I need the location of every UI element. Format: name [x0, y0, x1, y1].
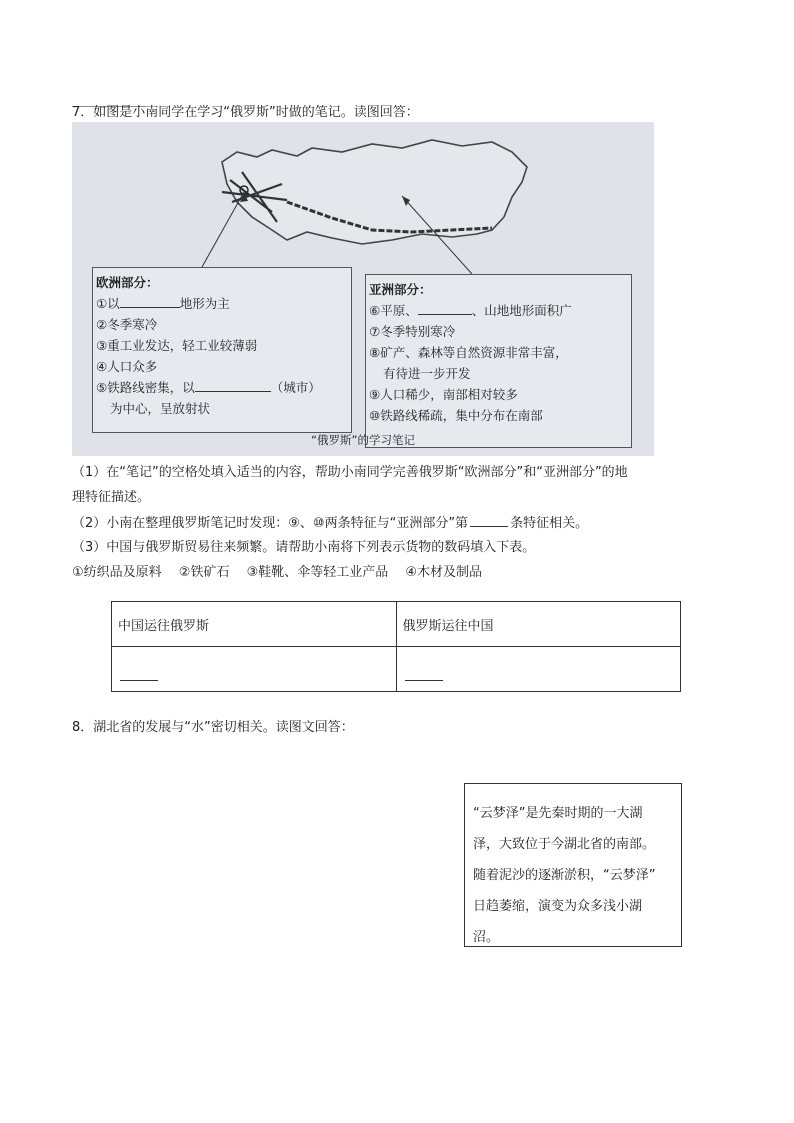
q7-goods-list: ①纺织品及原料 ②铁矿石 ③鞋靴、伞等轻工业产品 ④木材及制品	[72, 565, 483, 580]
table-header-russia-to-china: 俄罗斯运往中国	[396, 602, 681, 647]
europe-item-5b: （城市）	[270, 380, 321, 395]
textbox-line-3: 随着泥沙的逐渐淤积，“云梦泽”	[473, 868, 656, 883]
textbox-line-5: 沼。	[473, 930, 500, 945]
answer-cell-china-to-russia[interactable]	[112, 647, 397, 692]
q7-sub1-line1: （1）在“笔记”的空格处填入适当的内容，帮助小南同学完善俄罗斯“欧洲部分”和“亚洲部分”的地	[72, 465, 628, 480]
europe-item-5a: ⑤铁路线密集，以	[96, 380, 195, 395]
asia-title: 亚洲部分：	[369, 282, 432, 297]
photo-caption: “俄罗斯”的学习笔记	[311, 433, 415, 447]
q7-sub2-b: 条特征相关。	[510, 516, 589, 531]
asia-item-8b: 有待进一步开发	[383, 366, 471, 381]
answer-cell-russia-to-china[interactable]	[396, 647, 681, 692]
table-row	[112, 647, 681, 692]
q7-sub2-a: （2）小南在整理俄罗斯笔记时发现：⑨、⑩两条特征与“亚洲部分”第	[72, 516, 469, 531]
table-row	[112, 602, 681, 647]
asia-item-6b: 、山地地形面积广	[471, 303, 572, 318]
asia-blank-1[interactable]	[418, 302, 472, 315]
europe-item-1a: ①以	[96, 296, 120, 311]
europe-blank-2[interactable]	[195, 379, 271, 392]
russia-notes-photo	[72, 122, 654, 456]
textbox-line-2: 泽，大致位于今湖北省的南部。	[473, 837, 656, 852]
europe-item-3: ③重工业发达，轻工业较薄弱	[96, 338, 258, 353]
textbox-line-4: 日趋萎缩，演变为众多浅小湖	[473, 899, 643, 914]
europe-blank-1[interactable]	[120, 295, 180, 308]
europe-item-1b: 地形为主	[179, 296, 230, 311]
europe-item-2: ②冬季寒冷	[96, 317, 158, 332]
asia-item-9: ⑨人口稀少，南部相对较多	[369, 387, 518, 402]
table-header-china-to-russia: 中国运往俄罗斯	[112, 602, 397, 647]
q7-sub1-line2: 理特征描述。	[72, 490, 151, 505]
q8-stem: 8．湖北省的发展与“水”密切相关。读图文回答：	[72, 720, 354, 735]
trade-table	[111, 601, 681, 692]
answer-blank-1[interactable]	[120, 668, 158, 681]
europe-notes-box	[92, 267, 352, 433]
europe-title: 欧洲部分：	[96, 275, 159, 290]
q7-sub2-blank[interactable]	[470, 514, 508, 527]
textbox-line-1: “云梦泽”是先秦时期的一大湖	[473, 806, 643, 821]
answer-blank-2[interactable]	[405, 668, 443, 681]
asia-notes-box	[365, 274, 632, 448]
europe-item-5c: 为中心，呈放射状	[110, 401, 211, 416]
asia-item-10: ⑩铁路线稀疏，集中分布在南部	[369, 408, 543, 423]
asia-item-8: ⑧矿产、森林等自然资源非常丰富，	[369, 345, 568, 360]
q7-stem: 7．如图是小南同学在学习“俄罗斯”时做的笔记。读图回答：	[72, 105, 419, 120]
q7-sub3: （3）中国与俄罗斯贸易往来频繁。请帮助小南将下列表示货物的数码填入下表。	[72, 540, 536, 555]
asia-item-7: ⑦冬季特别寒冷	[369, 324, 456, 339]
europe-item-4: ④人口众多	[96, 359, 158, 374]
yunmengze-textbox	[464, 783, 682, 947]
asia-item-6a: ⑥平原、	[369, 303, 418, 318]
